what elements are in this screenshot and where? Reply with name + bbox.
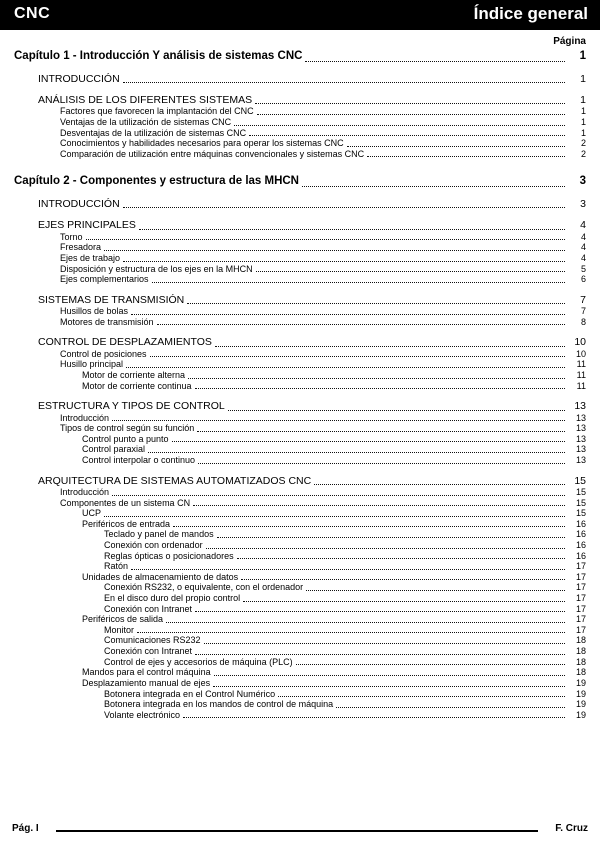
toc-leader-dots [195, 382, 565, 389]
toc-entry[interactable] [14, 657, 586, 668]
toc-entry-label: Teclado y panel de mandos [104, 529, 214, 540]
toc-entry-page: 10 [575, 348, 586, 359]
toc-leader-dots [166, 615, 565, 622]
toc-entry-page: 1 [580, 93, 586, 106]
toc-entry-label: INTRODUCCIÓN [38, 72, 120, 85]
toc-entry-page: 13 [574, 400, 586, 413]
toc-entry-page: 17 [575, 614, 586, 625]
toc-entry[interactable] [14, 551, 586, 562]
toc-entry-label: Motor de corriente alterna [82, 369, 186, 380]
toc-leader-dots [137, 626, 565, 633]
toc-entry[interactable] [14, 475, 586, 487]
toc-leader-dots [193, 499, 565, 506]
toc-entry-label: Control de posiciones [60, 348, 147, 359]
toc-entry-page: 15 [574, 474, 586, 487]
toc-entry-page: 3 [579, 175, 586, 188]
toc-entry[interactable] [14, 593, 586, 604]
toc-entry-label: Disposición y estructura de los ejes en la MHCN [60, 263, 253, 274]
toc-leader-dots [123, 254, 565, 261]
toc-leader-dots [195, 647, 565, 654]
toc-entry-label: Conexión con Intranet [104, 646, 193, 657]
toc-entry[interactable] [14, 219, 586, 231]
toc-entry-page: 1 [579, 50, 586, 62]
toc-entry-page: 19 [575, 677, 586, 688]
toc-entry-page: 17 [575, 624, 586, 635]
toc-entry-page: 16 [575, 529, 586, 540]
toc-leader-dots [187, 296, 565, 305]
toc-entry[interactable] [14, 128, 586, 139]
toc-entry-page: 13 [575, 454, 586, 465]
toc-entry-label: ARQUITECTURA DE SISTEMAS AUTOMATIZADOS CNC [38, 474, 312, 487]
toc-leader-dots [228, 402, 565, 411]
toc-leader-dots [123, 200, 565, 209]
toc-entry[interactable] [14, 689, 586, 700]
page-footer [0, 821, 600, 841]
toc-entry-label: Torno [60, 231, 83, 242]
toc-leader-dots [278, 690, 565, 697]
toc-entry-page: 15 [575, 508, 586, 519]
toc-leader-dots [237, 552, 565, 559]
toc-leader-dots [306, 584, 565, 591]
toc-entry[interactable] [14, 667, 586, 678]
toc-entry[interactable] [14, 529, 586, 540]
toc-entry[interactable] [14, 242, 586, 253]
toc-entry[interactable] [14, 455, 586, 466]
toc-entry-label: Factores que favorecen la implantación del CNC [60, 106, 254, 117]
footer-divider [56, 830, 538, 832]
toc-entry[interactable] [14, 604, 586, 615]
toc-entry[interactable] [14, 294, 586, 306]
toc-leader-dots [173, 520, 565, 527]
toc-entry[interactable] [14, 274, 586, 285]
toc-entry[interactable] [14, 635, 586, 646]
toc-entry-page: 1 [580, 106, 586, 117]
toc-entry-label: Husillos de bolas [60, 306, 129, 317]
toc-entry-page: 16 [575, 518, 586, 529]
toc-leader-dots [296, 658, 565, 665]
toc-entry-label: EJES PRINCIPALES [38, 219, 136, 232]
toc-entry-label: Tipos de control según su función [60, 423, 195, 434]
toc-entry-label: Control de ejes y accesorios de máquina (PLC) [104, 656, 293, 667]
toc-entry-page: 3 [580, 197, 586, 210]
toc-leader-dots [206, 541, 565, 548]
toc-entry[interactable] [14, 336, 586, 348]
toc-leader-dots [204, 637, 565, 644]
footer-author: F. Cruz [555, 823, 588, 834]
toc-entry[interactable] [14, 508, 586, 519]
toc-entry-label: Conexión con Intranet [104, 603, 193, 614]
toc-entry-page: 4 [580, 219, 586, 232]
toc-entry-label: Conexión RS232, o equivalente, con el ordenador [104, 582, 304, 593]
toc-entry-label: Comparación de utilización entre máquinas convencionales y sistemas CNC [60, 148, 365, 159]
toc-leader-dots [150, 350, 565, 357]
toc-entry-page: 8 [580, 316, 586, 327]
toc-leader-dots [126, 360, 565, 367]
toc-entry-page: 19 [575, 709, 586, 720]
toc-entry-page: 10 [574, 336, 586, 349]
toc-entry-label: Ejes complementarios [60, 274, 149, 285]
toc-entry-page: 19 [575, 699, 586, 710]
toc-entry[interactable] [14, 349, 586, 360]
toc-entry-page: 13 [575, 444, 586, 455]
toc-leader-dots [243, 594, 565, 601]
page-header [0, 0, 600, 30]
toc-entry-page: 17 [575, 561, 586, 572]
toc-entry-label: Control paraxial [82, 444, 146, 455]
toc-entry-page: 17 [575, 593, 586, 604]
footer-page-number: Pág. I [12, 823, 39, 834]
toc-entry-page: 15 [575, 497, 586, 508]
toc-entry[interactable] [14, 317, 586, 328]
toc-entry[interactable] [14, 370, 586, 381]
toc-entry[interactable] [14, 487, 586, 498]
toc-entry-page: 5 [580, 263, 586, 274]
toc-entry-label: Desplazamiento manual de ejes [82, 677, 211, 688]
toc-entry-page: 4 [580, 252, 586, 263]
toc-leader-dots [217, 531, 565, 538]
toc-entry[interactable] [14, 264, 586, 275]
toc-entry-label: ANÁLISIS DE LOS DIFERENTES SISTEMAS [38, 93, 253, 106]
toc-leader-dots [188, 371, 565, 378]
toc-entry-label: Capítulo 2 - Componentes y estructura de las MHCN [14, 175, 299, 188]
toc-entry-page: 18 [575, 656, 586, 667]
toc-entry-page: 18 [575, 646, 586, 657]
toc-entry-label: Fresadora [60, 242, 102, 253]
toc-entry-label: Motor de corriente continua [82, 380, 192, 391]
toc-entry-page: 18 [575, 667, 586, 678]
toc-entry[interactable] [14, 444, 586, 455]
toc-entry-label: SISTEMAS DE TRANSMISIÓN [38, 293, 185, 306]
toc-entry-page: 7 [580, 306, 586, 317]
toc-leader-dots [123, 74, 565, 83]
toc-entry-label: Unidades de almacenamiento de datos [82, 571, 239, 582]
toc-entry-page: 13 [575, 423, 586, 434]
toc-leader-dots [302, 178, 565, 187]
toc-entry[interactable] [14, 699, 586, 710]
toc-entry-label: Desventajas de la utilización de sistemas CNC [60, 127, 247, 138]
toc-entry[interactable] [14, 646, 586, 657]
toc-entry-page: 1 [580, 127, 586, 138]
toc-entry-page: 4 [580, 231, 586, 242]
header-title-left: CNC [14, 5, 51, 22]
toc-leader-dots [336, 700, 565, 707]
toc-entry-label: Mandos para el control máquina [82, 667, 211, 678]
toc-leader-dots [112, 414, 565, 421]
toc-entry-label: Ratón [104, 561, 129, 572]
toc-entry[interactable] [14, 434, 586, 445]
toc-entry-label: Periféricos de entrada [82, 518, 171, 529]
toc-entry[interactable] [14, 306, 586, 317]
toc-entry[interactable] [14, 381, 586, 392]
toc-entry-label: Introducción [60, 412, 110, 423]
toc-leader-dots [148, 445, 565, 452]
toc-leader-dots [314, 476, 565, 485]
toc-leader-dots [104, 243, 565, 250]
toc-leader-dots [197, 424, 565, 431]
toc-leader-dots [213, 679, 565, 686]
toc-leader-dots [172, 435, 565, 442]
toc-entry-page: 11 [576, 369, 586, 380]
toc-entry-label: Volante electrónico [104, 709, 181, 720]
toc-entry[interactable] [14, 519, 586, 530]
toc-leader-dots [198, 456, 565, 463]
toc-entry-page: 13 [575, 433, 586, 444]
toc-entry-page: 11 [576, 380, 586, 391]
toc-leader-dots [256, 265, 565, 272]
toc-entry-label: Husillo principal [60, 359, 124, 370]
toc-entry[interactable] [14, 710, 586, 721]
toc-entry-page: 18 [575, 635, 586, 646]
toc-entry-label: Monitor [104, 624, 135, 635]
toc-entry-page: 17 [575, 582, 586, 593]
toc-entry-page: 19 [575, 688, 586, 699]
toc-entry-label: Introducción [60, 486, 110, 497]
toc-entry[interactable] [14, 413, 586, 424]
toc-leader-dots [241, 573, 565, 580]
toc-entry[interactable] [14, 149, 586, 160]
toc-leader-dots [195, 605, 565, 612]
toc-entry[interactable] [14, 423, 586, 434]
toc-entry-page: 13 [575, 412, 586, 423]
toc-entry-label: Botonera integrada en los mandos de control de máquina [104, 699, 334, 710]
toc-leader-dots [249, 129, 565, 136]
toc-leader-dots [257, 107, 565, 114]
toc-leader-dots [139, 221, 565, 230]
toc-entry[interactable] [14, 253, 586, 264]
toc-entry[interactable] [14, 359, 586, 370]
toc-entry-page: 1 [580, 72, 586, 85]
toc-entry-label: ESTRUCTURA Y TIPOS DE CONTROL [38, 400, 225, 413]
toc-leader-dots [367, 150, 565, 157]
toc-entry-label: INTRODUCCIÓN [38, 197, 120, 210]
toc-entry-label: Motores de transmisión [60, 316, 154, 327]
toc-entry-label: En el disco duro del propio control [104, 593, 241, 604]
toc-leader-dots [131, 307, 565, 314]
toc-entry-page: 15 [575, 486, 586, 497]
toc-entry-page: 17 [575, 571, 586, 582]
toc-entry[interactable] [14, 232, 586, 243]
toc-entry[interactable] [14, 198, 586, 210]
toc-leader-dots [86, 233, 565, 240]
toc-leader-dots [183, 711, 565, 718]
toc-leader-dots [215, 338, 565, 347]
toc-entry[interactable] [14, 498, 586, 509]
toc-entry-page: 7 [580, 293, 586, 306]
toc-entry[interactable] [14, 540, 586, 551]
toc-entry[interactable] [14, 117, 586, 128]
toc-entry-label: Ejes de trabajo [60, 252, 121, 263]
toc-entry-page: 16 [575, 550, 586, 561]
toc-leader-dots [152, 275, 565, 282]
toc-entry-page: 17 [575, 603, 586, 614]
toc-chapter-entry[interactable] [14, 50, 586, 64]
toc-entry[interactable] [14, 561, 586, 572]
toc-entry-page: 6 [580, 274, 586, 285]
toc-entry-label: Conexión con ordenador [104, 539, 203, 550]
toc-leader-dots [305, 52, 565, 61]
toc-entry-label: Reglas ópticas o posicionadores [104, 550, 234, 561]
toc-leader-dots [157, 318, 565, 325]
toc-leader-dots [255, 96, 565, 105]
toc-entry[interactable] [14, 582, 586, 593]
toc-entry-label: Capítulo 1 - Introducción Y análisis de sistemas CNC [14, 50, 303, 62]
toc-entry-label: UCP [82, 508, 102, 519]
toc-leader-dots [104, 509, 565, 516]
toc-entry[interactable] [14, 73, 586, 85]
toc-chapter-entry[interactable] [14, 175, 586, 189]
toc-entry[interactable] [14, 138, 586, 149]
toc-entry-label: Ventajas de la utilización de sistemas CNC [60, 116, 232, 127]
toc-entry-page: 11 [576, 359, 586, 370]
toc-leader-dots [131, 562, 565, 569]
toc-entry-label: Control interpolar o continuo [82, 454, 196, 465]
toc-leader-dots [112, 488, 565, 495]
page-column-label: Página [553, 36, 586, 47]
toc-entry-label: CONTROL DE DESPLAZAMIENTOS [38, 336, 212, 349]
toc-entry-label: Conocimientos y habilidades necesarios para operar los sistemas CNC [60, 138, 344, 149]
toc-entry[interactable] [14, 625, 586, 636]
toc-entry[interactable] [14, 94, 586, 106]
toc-leader-dots [347, 139, 565, 146]
toc-entry[interactable] [14, 400, 586, 412]
toc-entry-label: Botonera integrada en el Control Numérico [104, 688, 276, 699]
toc-leader-dots [234, 118, 565, 125]
toc-entry-page: 1 [580, 116, 586, 127]
toc-leader-dots [214, 668, 565, 675]
toc-entry[interactable] [14, 678, 586, 689]
toc-entry-page: 2 [580, 138, 586, 149]
table-of-contents [14, 50, 586, 720]
toc-entry-page: 16 [575, 539, 586, 550]
toc-entry[interactable] [14, 572, 586, 583]
toc-entry[interactable] [14, 614, 586, 625]
toc-entry[interactable] [14, 106, 586, 117]
header-title-right: Índice general [473, 4, 588, 23]
toc-entry-label: Comunicaciones RS232 [104, 635, 201, 646]
toc-entry-page: 2 [580, 148, 586, 159]
toc-entry-label: Control punto a punto [82, 433, 169, 444]
toc-entry-label: Periféricos de salida [82, 614, 164, 625]
toc-entry-page: 4 [580, 242, 586, 253]
toc-entry-label: Componentes de un sistema CN [60, 497, 191, 508]
